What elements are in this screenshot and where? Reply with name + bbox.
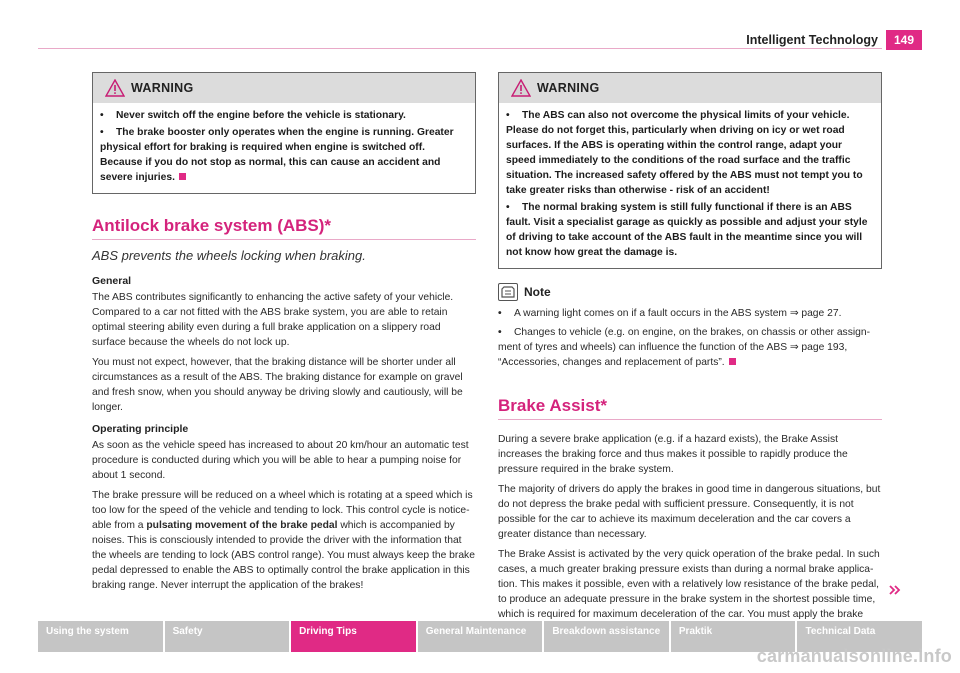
warning-text: The ABS can also not overcome the physical limits of your vehicle. Please do not forget this, particularly when driving on icy or wet road surfaces. If the ABS is operating within the control range, adapt your speed immediately to the conditions of the road surface and the traffic situation. The increased safety offered by the ABS must not tempt you to take greater risks than otherwise - risk of an accident! [506, 110, 863, 196]
paragraph: As soon as the vehicle speed has increased to about 20 km/hour an automatic test procedure is conducted during which you will be able to hear a pumping noise for about 1 second. [92, 440, 469, 481]
paragraph: You must not expect, however, that the braking distance will be shorter under all circumstances as a result of the ABS. The braking distance for example on gravel and fresh snow, when you should anyway be driving slowly and cautiously, will be longer. [92, 357, 463, 413]
left-column [92, 72, 476, 598]
paragraph-text: which is accompanied by noises. This is consciously intended to provide the driver with the information that the wheels are tending to lock (ABS control range). You must always keep the brake pedal depressed to enable the ABS to optimally control the brake application in this braking range. Never interrupt the application of the brakes! [92, 520, 475, 591]
note-text: A warning light comes on if a fault occurs in the ABS system ⇒ page 27. [514, 308, 842, 319]
warning-triangle-icon [105, 79, 125, 102]
warning-item [100, 108, 468, 123]
warning-text: The normal braking system is still fully functional if there is an ABS fault. Visit a specialist garage as quickly as possible and adjust your style of driving to take account of the ABS fault in the meantime since you will not know how great the damage is. [506, 202, 868, 258]
right-column [498, 72, 882, 627]
brake-assist-title: Brake Assist* [498, 396, 882, 420]
bullet-icon: • [506, 110, 510, 121]
note-header [498, 283, 882, 301]
note-item [498, 325, 882, 370]
bullet-icon: • [506, 202, 510, 213]
warning-body [499, 103, 881, 268]
tab-praktik[interactable]: Praktik [671, 621, 796, 652]
tab-using-the-system[interactable]: Using the system [38, 621, 163, 652]
section-title-header: Intelligent Technology [746, 33, 878, 47]
abs-section-title: Antilock brake system (ABS)* [92, 216, 476, 240]
paragraph: The majority of drivers do apply the brakes in good time in dangerous situations, but do not depress the brake pedal with sufficient pressure. Consequently, it is not possible for the car to achieve its maximum deceleration and the car covers a greater distance than necessary. [498, 484, 881, 540]
section-end-icon [729, 358, 736, 365]
bullet-icon: • [100, 110, 104, 121]
bullet-icon: • [100, 127, 104, 138]
bullet-icon: • [498, 327, 502, 338]
note-item [498, 306, 882, 321]
warning-triangle-icon [511, 79, 531, 102]
tab-driving-tips[interactable]: Driving Tips [291, 621, 416, 652]
warning-text: The brake booster only operates when the engine is running. Greater physical effort for braking is required when engine is switched off. Because if you do not stop as normal, this can cause an accident and severe injuries. [100, 127, 454, 183]
paragraph: During a severe brake application (e.g. if a hazard exists), the Brake Assist increases the braking force and thus makes it possible to rapidly produce the pressure required in the brake system. [498, 434, 848, 475]
note-icon [498, 283, 518, 301]
warning-box-left [92, 72, 476, 194]
tab-technical-data[interactable]: Technical Data [797, 621, 922, 652]
section-end-icon [179, 173, 186, 180]
watermark: carmanualsonline.info [756, 646, 952, 666]
warning-item [506, 200, 874, 260]
warning-item [100, 125, 468, 185]
warning-body [93, 103, 475, 193]
paragraph-text: The brake pressure will be reduced on a wheel which is rotating at a speed which is too low for the speed of the vehicle and tending to lock. This control cycle is notice-able from a [92, 490, 473, 531]
bullet-icon: • [498, 308, 502, 319]
header-divider [38, 48, 882, 49]
note-title: Note [524, 285, 551, 299]
continue-arrow-icon [888, 583, 902, 601]
page-number: 149 [886, 30, 922, 50]
warning-text: Never switch off the engine before the vehicle is stationary. [116, 110, 406, 121]
tab-general-maintenance[interactable]: General Maintenance [418, 621, 543, 652]
warning-title: WARNING [537, 81, 600, 95]
warning-header [499, 73, 881, 103]
warning-header [93, 73, 475, 103]
warning-box-right [498, 72, 882, 269]
note-text: Changes to vehicle (e.g. on engine, on the brakes, on chassis or other assign-ment of tyres and wheels) can influence the function of the ABS ⇒ page 193, “Accessories, changes and replacement of parts”. [498, 327, 871, 368]
abs-section-subtitle: ABS prevents the wheels locking when braking. [92, 248, 366, 263]
general-heading: General [92, 275, 132, 287]
warning-title: WARNING [131, 81, 194, 95]
paragraph: The ABS contributes significantly to enhancing the active safety of your vehicle. Compared to a car not fitted with the ABS brake system, you are able to retain optimal steering ability even during a full brake application on a slippery road surface because the wheels do not lock up. [92, 292, 454, 348]
paragraph: The Brake Assist is activated by the very quick operation of the brake pedal. In such cases, a much greater braking pressure exists than during a normal brake applica-tion. This makes it possible, even with a relatively low resistance of the brake pedal, to produce an adequate pressure in the brake system in the shortest possible time, which is required for maximum deceleration of the car. You must apply the brake [498, 549, 880, 620]
page-header [746, 30, 922, 50]
tab-safety[interactable]: Safety [165, 621, 290, 652]
paragraph [92, 488, 476, 593]
emphasis-text: pulsating movement of the brake pedal [146, 520, 338, 531]
warning-item [506, 108, 874, 198]
tab-breakdown-assistance[interactable]: Breakdown assistance [544, 621, 669, 652]
operating-heading: Operating principle [92, 423, 189, 435]
